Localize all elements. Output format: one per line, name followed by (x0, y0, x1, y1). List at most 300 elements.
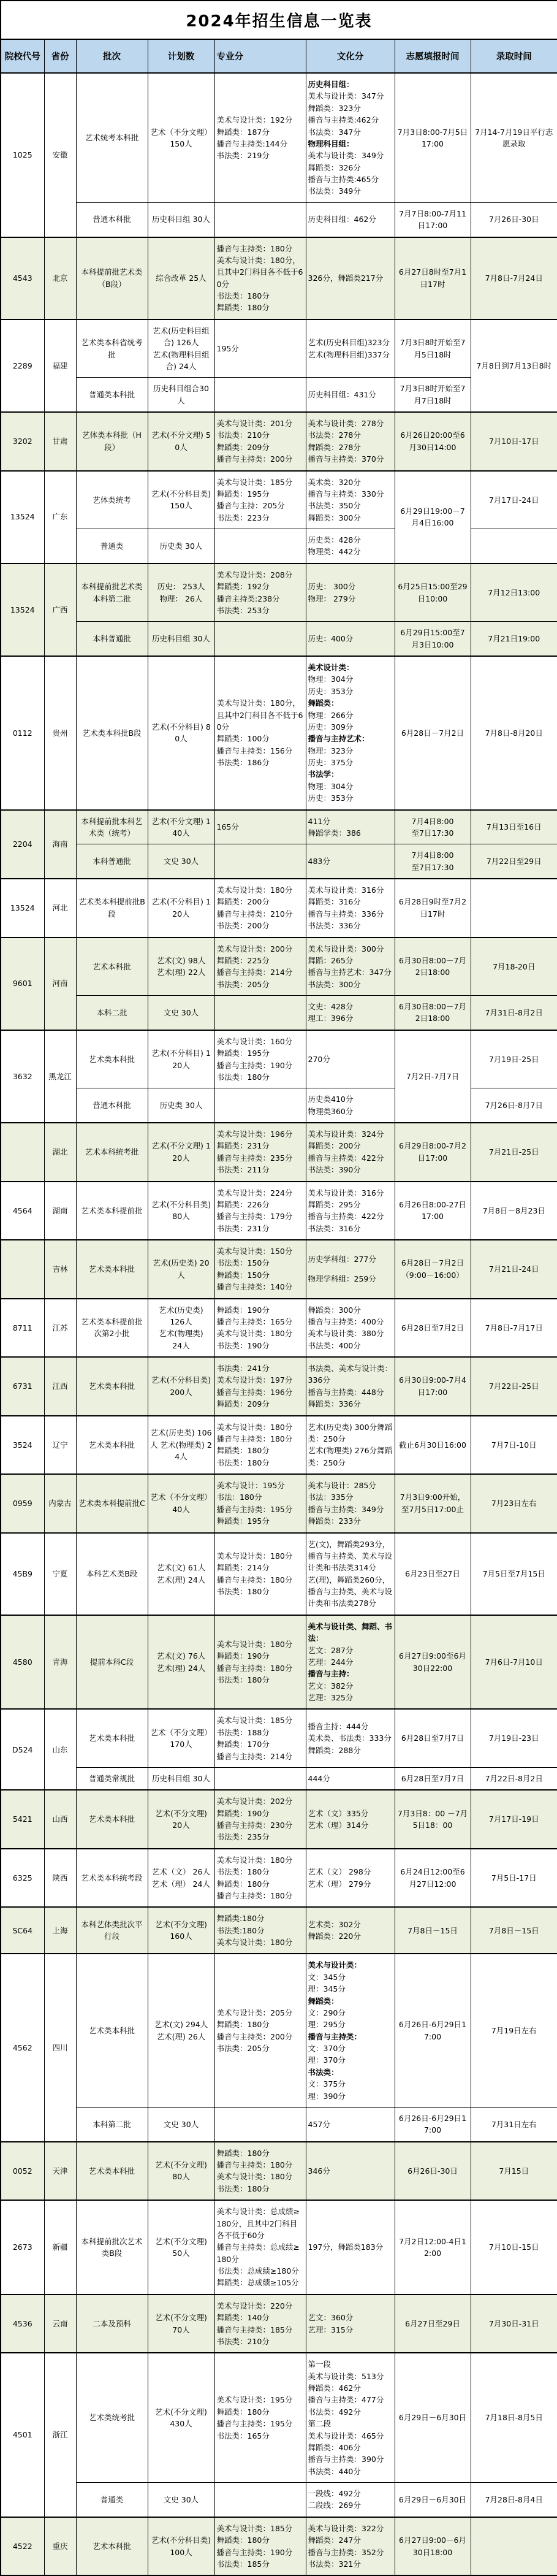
apply-time-cell: 6月28日至7月7日 (395, 1767, 471, 1790)
plan-count-cell: 历史科目组 30人 (148, 1767, 214, 1790)
province-cell: 内蒙古 (44, 1474, 76, 1533)
table-row (1, 2517, 557, 2576)
province-cell: 重庆 (44, 2517, 76, 2576)
batch-cell: 艺体类统考 (76, 471, 148, 529)
culture-score-cell: 270分 (306, 1030, 395, 1088)
major-score-cell (214, 996, 306, 1030)
province-cell: 河南 (44, 938, 76, 1030)
plan-count-cell: 综合改革 25人 (148, 237, 214, 319)
province-cell: 广东 (44, 471, 76, 564)
plan-count-cell: 历史科目组 30人 (148, 622, 214, 656)
apply-time-cell: 7月2日12:00-4日12:00 (395, 2200, 471, 2295)
column-header-province: 省份 (44, 39, 76, 73)
culture-score-cell: 艺术（文） 298分 艺术（理） 279分 (306, 1849, 395, 1908)
major-score-cell: 美术与设计类：196分 舞蹈类：231分 播音与主持类：235分 书法类：211分 (214, 1123, 306, 1182)
table-row (1, 237, 557, 319)
culture-score-cell: 艺术（文）335分 艺术（理）314分 (306, 1790, 395, 1849)
culture-score-cell: 文史：428分 理工：396分 (306, 996, 395, 1030)
batch-cell: 普通本科批 (76, 1088, 148, 1123)
province-cell: 陕西 (44, 1849, 76, 1908)
school-code-cell: 4562 (1, 1954, 44, 2141)
culture-score-cell: 美术类：320分 播音与主持类：330分 书法类：350分 舞蹈类：300分 (306, 471, 395, 529)
apply-time-cell: 7月3日8时开始至7月5日18时 (395, 319, 471, 378)
province-cell: 辽宁 (44, 1416, 76, 1475)
table-row (1, 996, 557, 1030)
province-cell: 海南 (44, 810, 76, 879)
school-code-cell: 0959 (1, 1474, 44, 1533)
plan-count-cell: 文史 30人 (148, 996, 214, 1030)
batch-cell: 艺术类本科统考段 (76, 1849, 148, 1908)
table-row (1, 1709, 557, 1767)
school-code-cell: 13524 (1, 879, 44, 938)
major-score-cell: 美术与设计：195分 书法：180分 播音与主持类：195分 舞蹈类：195分 (214, 1474, 306, 1533)
table-row (1, 1907, 557, 1954)
major-score-cell (214, 1767, 306, 1790)
province-cell: 浙江 (44, 2353, 76, 2517)
culture-score-cell: 历史科目组： 美术与设计类：347分 舞蹈类：323分 播音与主持类:462分 书法类：347分 物理科目组： 美术与设计类：349分 舞蹈类：326分 播音与主持类:465分 书法类：349分 (306, 73, 395, 202)
culture-score-cell: 美术与设计类：324分 舞蹈类：200分 播音与主持类：422分 书法类：390分 (306, 1123, 395, 1182)
batch-cell: 艺体类本科批（H段） (76, 412, 148, 471)
province-cell: 吉林 (44, 1240, 76, 1299)
apply-time-cell: 7月3日8：00 －7月5日18：00 (395, 1790, 471, 1849)
major-score-cell: 美术与设计类：200分 舞蹈类：225分 播音与主持类：214分 书法类：205分 (214, 938, 306, 996)
admit-time-cell: 7月5日至7月15日 (471, 1533, 557, 1615)
apply-time-cell: 6月30日8:00－7月2日18:00 (395, 996, 471, 1030)
plan-count-cell: 艺术(不分文理) 430人 (148, 2353, 214, 2482)
batch-cell: 艺术类本科提前批C (76, 1474, 148, 1533)
apply-time-cell: 6月30日9:00-7月4日17:00 (395, 1357, 471, 1416)
batch-cell: 艺术类本科批 (76, 1709, 148, 1767)
apply-time-cell: 6月30日8:00－7月2日18:00 (395, 938, 471, 996)
culture-score-cell: 历史类：428分 物理类：442分 (306, 529, 395, 564)
school-code-cell: 8711 (1, 1299, 44, 1358)
batch-cell: 普通类 (76, 2483, 148, 2517)
province-cell: 山西 (44, 1790, 76, 1849)
school-code-cell: 4580 (1, 1615, 44, 1710)
batch-cell: 艺术类本科批 (76, 1790, 148, 1849)
table-row (1, 1357, 557, 1416)
province-cell: 贵州 (44, 656, 76, 810)
major-score-cell (214, 202, 306, 237)
batch-cell: 艺术类统考批 (76, 2353, 148, 2482)
culture-score-cell: 第一段 美术与设计类：513分 舞蹈类：462分 播音与主持类：477分 书法类：492分 第二段 美术与设计类：465分 舞蹈类：406分 播音与主持类：390分 书法类：440分 (306, 2353, 395, 2482)
table-row (1, 1474, 557, 1533)
culture-score-cell: 历史： 300分 物理： 279分 (306, 564, 395, 622)
plan-count-cell: 艺术(不分科目) 120人 (148, 879, 214, 938)
plan-count-cell: 艺术(不分文理) 20人 (148, 1790, 214, 1849)
culture-score-cell: 艺术类：302分 舞蹈类：220分 (306, 1907, 395, 1954)
admit-time-cell: 7月8日-7月24日 (471, 237, 557, 319)
major-score-cell (214, 378, 306, 412)
school-code-cell: 4543 (1, 237, 44, 319)
school-code-cell: SC64 (1, 1907, 44, 1954)
table-row (1, 1767, 557, 1790)
table-row (1, 73, 557, 202)
admit-time-cell: 7月5日-17日 (471, 1849, 557, 1908)
province-cell: 湖南 (44, 1182, 76, 1240)
admit-time-cell: 7月31日-8月2日 (471, 996, 557, 1030)
school-code-cell: 2204 (1, 810, 44, 879)
admit-time-cell: 7月8日－8月23日 (471, 1182, 557, 1240)
table-head (1, 1, 557, 73)
province-cell: 江苏 (44, 1299, 76, 1358)
major-score-cell (214, 844, 306, 879)
plan-count-cell: 艺术（文） 26人 艺术（理） 24人 (148, 1849, 214, 1908)
admit-time-cell: 7月10日-17日 (471, 412, 557, 471)
province-cell: 福建 (44, 319, 76, 412)
major-score-cell: 美术与设计类：185分 书法类：188分 舞蹈类：170分 播音与主持类：214分 (214, 1709, 306, 1767)
column-header-row (1, 39, 557, 73)
batch-cell: 普通类 (76, 529, 148, 564)
plan-count-cell: 艺术(文) 294人 艺术(理) 26人 (148, 1954, 214, 2107)
school-code-cell: 1025 (1, 73, 44, 237)
admit-time-cell (471, 529, 557, 564)
culture-score-cell: 历史：400分 (306, 622, 395, 656)
apply-time-cell: 6月27日至29日 (395, 2295, 471, 2353)
apply-time-cell: 6月29日－6月30日 (395, 2353, 471, 2482)
culture-score-cell: 历史科目组：462分 (306, 202, 395, 237)
school-code-cell: 4501 (1, 2353, 44, 2517)
plan-count-cell: 艺术(文) 76人 艺术(理) 24人 (148, 1615, 214, 1710)
table-row (1, 1416, 557, 1475)
culture-score-cell: 美术设计类： 物理：304分 历史：353分 舞蹈类： 物理：266分 历史：309分 播音与主持艺术： 物理：323分 历史：375分 书法学： 物理：304分 历史：353分 (306, 656, 395, 810)
culture-score-cell: 艺文：360分 艺理：315分 (306, 2295, 395, 2353)
major-score-cell: 美术与设计类：150分 书法类：150分 舞蹈类：150分 播音与主持类：140分 (214, 1240, 306, 1299)
apply-time-cell: 6月29日－6月30日 (395, 2483, 471, 2517)
apply-time-cell: 6月27日9:00－6月30日18:00 (395, 2517, 471, 2576)
culture-score-cell: 历史科目组：431分 (306, 378, 395, 412)
major-score-cell: 美术与设计类：208分 舞蹈类：192分 播音主持类:238分 书法类：253分 (214, 564, 306, 622)
major-score-cell (214, 1088, 306, 1123)
admit-time-cell: 7月21日19:00 (471, 622, 557, 656)
apply-time-cell: 6月24日12:00至6月27日12:00 (395, 1849, 471, 1908)
column-header-school-code: 院校代号 (1, 39, 44, 73)
batch-cell: 本科提前批艺术类 本科第二批 (76, 564, 148, 622)
batch-cell: 本科提前批次艺术类B段 (76, 2200, 148, 2295)
batch-cell: 艺术类本科批 (76, 1416, 148, 1475)
admit-time-cell: 7月26日-8月7日 (471, 1088, 557, 1123)
major-score-cell: 165分 (214, 810, 306, 844)
major-score-cell: 美术与设计类：220分 舞蹈类：140分 播音与主持类：185分 书法类：210分 (214, 2295, 306, 2353)
culture-score-cell: 197分，舞蹈类183分 (306, 2200, 395, 2295)
batch-cell: 艺术类本科省统考批 (76, 319, 148, 378)
batch-cell: 艺术类本科提前批B段 (76, 879, 148, 938)
plan-count-cell: 艺术(不分文理) 50人 (148, 412, 214, 471)
plan-count-cell: 历史类 30人 (148, 529, 214, 564)
culture-score-cell: 美术与设计类： 文：345分 理：345分 舞蹈类： 文：290分 理：295分 播音与主持类： 文：370分 理：370分 书法类： 文：375分 理：390分 (306, 1954, 395, 2107)
culture-score-cell: 美术与设计类、舞蹈、书法： 艺文：287分 艺理：244分 播音与主持： 艺文：382分 艺理：325分 (306, 1615, 395, 1710)
batch-cell: 艺术类本科提前批次第2小批 (76, 1299, 148, 1358)
culture-score-cell: 美术与设计类：316分 舞蹈类：295分 播音与主持类：422分 书法类：316分 (306, 1182, 395, 1240)
table-row (1, 1240, 557, 1299)
plan-count-cell: 艺术(不分科目类) 100人 (148, 2517, 214, 2576)
province-cell: 天津 (44, 2142, 76, 2201)
school-code-cell: 6325 (1, 1849, 44, 1908)
admit-time-cell: 7月26日-30日 (471, 202, 557, 237)
batch-cell: 二本及预科 (76, 2295, 148, 2353)
table-row (1, 1088, 557, 1123)
table-row (1, 844, 557, 879)
apply-time-cell: 6月28日－7月2日 (395, 656, 471, 810)
culture-score-cell: 美术与设计：285分 书法：335分 播音与主持类：349分 舞蹈类：233分 (306, 1474, 395, 1533)
column-header-admit-time: 录取时间 (471, 39, 557, 73)
table-row (1, 1615, 557, 1710)
apply-time-cell: 6月29日19:00－7月4日16:00 (395, 471, 471, 564)
apply-time-cell: 6月27日8时至7月1日17时 (395, 237, 471, 319)
batch-cell: 艺术类本科批 (76, 1954, 148, 2107)
culture-score-cell: 美术与设计类：316分 舞蹈类：316分 播音与主持类：336分 书法类：336分 (306, 879, 395, 938)
apply-time-cell: 6月23日至27日 (395, 1533, 471, 1615)
culture-score-cell: 舞蹈类：300分 播音与主持类：400分 美术与设计类：380分 书法类：400分 (306, 1299, 395, 1358)
plan-count-cell: 艺术(历史类) 106人 艺术(物理类) 24人 (148, 1416, 214, 1475)
school-code-cell: 4564 (1, 1182, 44, 1240)
table-row (1, 2483, 557, 2517)
major-score-cell: 舞蹈类：190分 播音与主持类：165分 美术与设计类：180分 书法类：190分 (214, 1299, 306, 1358)
apply-time-cell: 7月7日8:00-7月11日17:00 (395, 202, 471, 237)
province-cell: 黑龙江 (44, 1030, 76, 1123)
table-row (1, 2353, 557, 2482)
school-code-cell: 2289 (1, 319, 44, 412)
batch-cell: 艺术类本科批B段 (76, 656, 148, 810)
admit-time-cell: 7月18日-8月5日 (471, 2353, 557, 2482)
admit-time-cell: 7月6日-7月10日 (471, 1615, 557, 1710)
batch-cell: 普通本科批 (76, 202, 148, 237)
plan-count-cell: 艺术(不分文理) 50人 (148, 2200, 214, 2295)
admit-time-cell: 7月14-7月19日平行志愿录取 (471, 73, 557, 202)
admit-time-cell: 7月8日－15日 (471, 1907, 557, 1954)
major-score-cell: 美术与设计类：180分 舞蹈类：200分 播音与主持类：210分 书法类：200分 (214, 879, 306, 938)
school-code-cell: 13524 (1, 564, 44, 656)
plan-count-cell: 文史 30人 (148, 2107, 214, 2141)
school-code-cell: 3632 (1, 1030, 44, 1123)
province-cell: 青海 (44, 1615, 76, 1710)
batch-cell: 本科二批 (76, 996, 148, 1030)
school-code-cell: 0052 (1, 2142, 44, 2201)
major-score-cell: 美术与设计类：202分 舞蹈类：190分 播音与主持类：230分 书法类：235分 (214, 1790, 306, 1849)
apply-time-cell: 7月4日8:00 至7日17:30 (395, 810, 471, 844)
admit-time-cell: 7月10日-15日 (471, 2200, 557, 2295)
plan-count-cell: 艺术(不分科目) 120人 (148, 1030, 214, 1088)
school-code-cell: 2673 (1, 2200, 44, 2295)
province-cell: 北京 (44, 237, 76, 319)
table-row (1, 2142, 557, 2201)
column-header-culture-score: 文化分 (306, 39, 395, 73)
table-row (1, 529, 557, 564)
major-score-cell: 美术与设计类：180分，且其中2门科目各不低于60分 舞蹈类：100分 播音与主持类：156分 书法类：186分 (214, 656, 306, 810)
school-code-cell: 5421 (1, 1790, 44, 1849)
province-cell: 湖北 (44, 1123, 76, 1182)
culture-score-cell: 美术与设计类：322分 舞蹈类：247分 播音与主持类：352分 书法类：321分 (306, 2517, 395, 2576)
plan-count-cell: 文史 30人 (148, 2483, 214, 2517)
plan-count-cell: 历史类 30人 (148, 1088, 214, 1123)
plan-count-cell: 艺术（不分文理）170人 (148, 1709, 214, 1767)
table-row (1, 1030, 557, 1088)
plan-count-cell: 艺术(不分文理) 80人 (148, 2142, 214, 2201)
apply-time-cell: 6月27日9:00至6月30日22:00 (395, 1615, 471, 1710)
table-row (1, 810, 557, 844)
column-header-plan-count: 计划数 (148, 39, 214, 73)
admit-time-cell: 7月22日-8月2日 (471, 1767, 557, 1790)
admit-time-cell: 7月22日-25日 (471, 1357, 557, 1416)
title-row (1, 1, 557, 39)
major-score-cell: 美术与设计类：185分 舞蹈类：195分 播音与主持：205分 书法类：223分 (214, 471, 306, 529)
major-score-cell: 美术与设计类：180分 舞蹈类：190分 播音与主持类：180分 书法类：180分 (214, 1615, 306, 1710)
batch-cell: 艺术统考本科批 (76, 73, 148, 202)
plan-count-cell: 艺术(文) 61人 艺术(理) 24人 (148, 1533, 214, 1615)
batch-cell: 艺术类本科提前批 (76, 1182, 148, 1240)
major-score-cell: 195分 (214, 319, 306, 378)
culture-score-cell: 书法类、美术与设计类：336分 播音与主持类：448分 舞蹈类：336分 (306, 1357, 395, 1416)
major-score-cell (214, 2107, 306, 2141)
table-row (1, 656, 557, 810)
apply-time-cell: 截止6月30日16:00 (395, 1416, 471, 1475)
major-score-cell (214, 622, 306, 656)
table-row (1, 938, 557, 996)
admit-time-cell: 7月23日左右 (471, 1474, 557, 1533)
school-code-cell (1, 1123, 44, 1182)
admit-time-cell: 7月28日-8月4日 (471, 2483, 557, 2517)
plan-count-cell: 艺术(不分科目类) 80人 (148, 1182, 214, 1240)
table-row (1, 412, 557, 471)
province-cell: 云南 (44, 2295, 76, 2353)
table-row (1, 879, 557, 938)
batch-cell: 本科普通批 (76, 622, 148, 656)
plan-count-cell: 艺术(不分科目类) 150人 (148, 471, 214, 529)
apply-time-cell: 6月26日-30日 (395, 2142, 471, 2201)
plan-count-cell: 艺术(文) 98人 艺术(理) 22人 (148, 938, 214, 996)
major-score-cell: 美术与设计类：180分 播音与主持类：180分 舞蹈类：180分 书法类：180分 (214, 1416, 306, 1475)
admit-time-cell: 7月7日-10日 (471, 1416, 557, 1475)
major-score-cell: 舞蹈类:180分 书法类:180分 美术与设计类：180分 (214, 1907, 306, 1954)
plan-count-cell: 艺术(不分文理) 120人 (148, 1123, 214, 1182)
apply-time-cell: 7月8日－15日 (395, 1907, 471, 1954)
batch-cell: 艺术类本科批 (76, 1357, 148, 1416)
admit-time-cell: 7月8日-7月17日 (471, 1299, 557, 1358)
plan-count-cell: 历史： 253人 物理： 26人 (148, 564, 214, 622)
batch-cell: 艺术本科统考批 (76, 1123, 148, 1182)
batch-cell: 本科普通批 (76, 844, 148, 879)
table-row (1, 1123, 557, 1182)
province-cell: 江西 (44, 1357, 76, 1416)
school-code-cell: 9601 (1, 938, 44, 1030)
apply-time-cell: 6月28日至7月7日 (395, 1709, 471, 1767)
culture-score-cell: 历史类410分 物理类360分 (306, 1088, 395, 1123)
major-score-cell: 美术与设计类：192分 舞蹈类：187分 播音与主持类:144分 书法类：219分 (214, 73, 306, 202)
major-score-cell: 美术与设计类：总成绩≥180分，且其中2门科目各不低于60分 播音与主持类：总成绩≥180分 书法类：总成绩≥180分 舞蹈类：总成绩≥105分 (214, 2200, 306, 2295)
table-row (1, 471, 557, 529)
province-cell: 河北 (44, 879, 76, 938)
school-code-cell: 4522 (1, 2517, 44, 2576)
table-row (1, 1182, 557, 1240)
admit-time-cell: 7月19日左右 (471, 1954, 557, 2107)
table-body (1, 73, 557, 2575)
province-cell: 广西 (44, 564, 76, 656)
culture-score-cell: 一段线：492分 二段线：269分 (306, 2483, 395, 2517)
batch-cell: 本科提前批艺术类（B段） (76, 237, 148, 319)
province-cell: 宁夏 (44, 1533, 76, 1615)
culture-score-cell: 美术与设计类：300分 舞蹈：265分 播音与主持艺术：347分 书法类：300分 (306, 938, 395, 996)
province-cell: 上海 (44, 1907, 76, 1954)
culture-score-cell: 历史学科组：277分 物理学科组：259分 (306, 1240, 395, 1299)
major-score-cell: 美术与设计类：160分 舞蹈类：195分 播音与主持类：190分 书法类：180分 (214, 1030, 306, 1088)
table-row (1, 1299, 557, 1358)
admit-time-cell: 7月17日-24日 (471, 471, 557, 529)
plan-count-cell: 艺术（不分文理）150人 (148, 73, 214, 202)
admit-time-cell: 7月30日-31日 (471, 2295, 557, 2353)
apply-time-cell: 6月29日15:00至7月3日10:00 (395, 622, 471, 656)
admit-time-cell (471, 879, 557, 938)
major-score-cell: 美术与设计类：180分 书法类：180分 舞蹈类：180分 播音与主持类：180分 (214, 1849, 306, 1908)
major-score-cell: 美术与设计类：205分 舞蹈类：180分 播音与主持类：200分 书法类：205分 (214, 1954, 306, 2107)
admit-time-cell: 7月17日-19日 (471, 1790, 557, 1849)
admit-time-cell: 7月22日至29日 (471, 844, 557, 879)
plan-count-cell: 艺术(历史类) 126人 艺术(物理类) 24人 (148, 1299, 214, 1358)
culture-score-cell: 444分 (306, 1767, 395, 1790)
plan-count-cell: 历史科目组合30人 (148, 378, 214, 412)
plan-count-cell: 艺术(历史科目组合) 126人 艺术(物理科目组合) 24人 (148, 319, 214, 378)
province-cell: 安徽 (44, 73, 76, 237)
table-row (1, 622, 557, 656)
admit-time-cell: 7月13日至16日 (471, 810, 557, 844)
admit-time-cell: 7月21日-25日 (471, 1123, 557, 1182)
admit-time-cell: 7月12日13:00 (471, 564, 557, 622)
plan-count-cell: 历史科目组 30人 (148, 202, 214, 237)
apply-time-cell: 6月26日-6月29日17:00 (395, 2107, 471, 2141)
apply-time-cell: 7月4日8:00 至7日17:30 (395, 844, 471, 879)
plan-count-cell: 艺术(不分科目) 80人 (148, 656, 214, 810)
plan-count-cell: 文史 30人 (148, 844, 214, 879)
table-row (1, 1790, 557, 1849)
table-row (1, 1533, 557, 1615)
table-row (1, 202, 557, 237)
apply-time-cell: 6月26日20:00至6月30日14:00 (395, 412, 471, 471)
admit-time-cell: 7月8日到7月13日8时 (471, 319, 557, 412)
apply-time-cell: 6月28日至7月2日 (395, 1299, 471, 1358)
province-cell: 甘肃 (44, 412, 76, 471)
apply-time-cell: 7月3日9:00开始，至7月5日17:00止 (395, 1474, 471, 1533)
batch-cell: 艺术本科批 (76, 2517, 148, 2576)
culture-score-cell: 艺术(历史类) 300分舞蹈类：250分 艺术(物理类) 276分舞蹈类：250分 (306, 1416, 395, 1475)
school-code-cell: D524 (1, 1709, 44, 1790)
culture-score-cell: 483分 (306, 844, 395, 879)
apply-time-cell: 6月28日－7月2日 （9:00－16:00） (395, 1240, 471, 1299)
admit-time-cell: 7月21日-24日 (471, 1240, 557, 1299)
major-score-cell: 播音与主持类：180分 美术与设计类：180分，且其中2门科目各不低于60分 书法类：180分 舞蹈类：180分 (214, 237, 306, 319)
batch-cell: 艺术类本科批 (76, 1240, 148, 1299)
province-cell: 山东 (44, 1709, 76, 1790)
table-row (1, 564, 557, 622)
batch-cell: 本科第二批 (76, 2107, 148, 2141)
school-code-cell: 0112 (1, 656, 44, 810)
batch-cell: 艺术类本科批 (76, 1030, 148, 1088)
apply-time-cell: 6月26日-6月29日17:00 (395, 1954, 471, 2107)
apply-time-cell: 7月3日8:00-7月5日17:00 (395, 73, 471, 202)
school-code-cell: 3202 (1, 412, 44, 471)
admit-time-cell: 7月18-20日 (471, 938, 557, 996)
admit-time-cell: 7月8日-8月20日 (471, 656, 557, 810)
admit-time-cell: 7月15日 (471, 2142, 557, 2201)
batch-cell: 艺术本科批 (76, 938, 148, 996)
admit-time-cell: 7月19日-23日 (471, 1709, 557, 1767)
column-header-batch: 批次 (76, 39, 148, 73)
culture-score-cell: 326分，舞蹈类217分 (306, 237, 395, 319)
major-score-cell: 美术与设计类：201分 书法类：210分 舞蹈类：209分 播音与主持类：200分 (214, 412, 306, 471)
school-code-cell: 4536 (1, 2295, 44, 2353)
column-header-major-score: 专业分 (214, 39, 306, 73)
batch-cell: 提前本科C段 (76, 1615, 148, 1710)
major-score-cell: 美术与设计类：195分 舞蹈类：180分 播音与主持类：195分 书法类：165分 (214, 2353, 306, 2482)
province-cell: 四川 (44, 1954, 76, 2141)
